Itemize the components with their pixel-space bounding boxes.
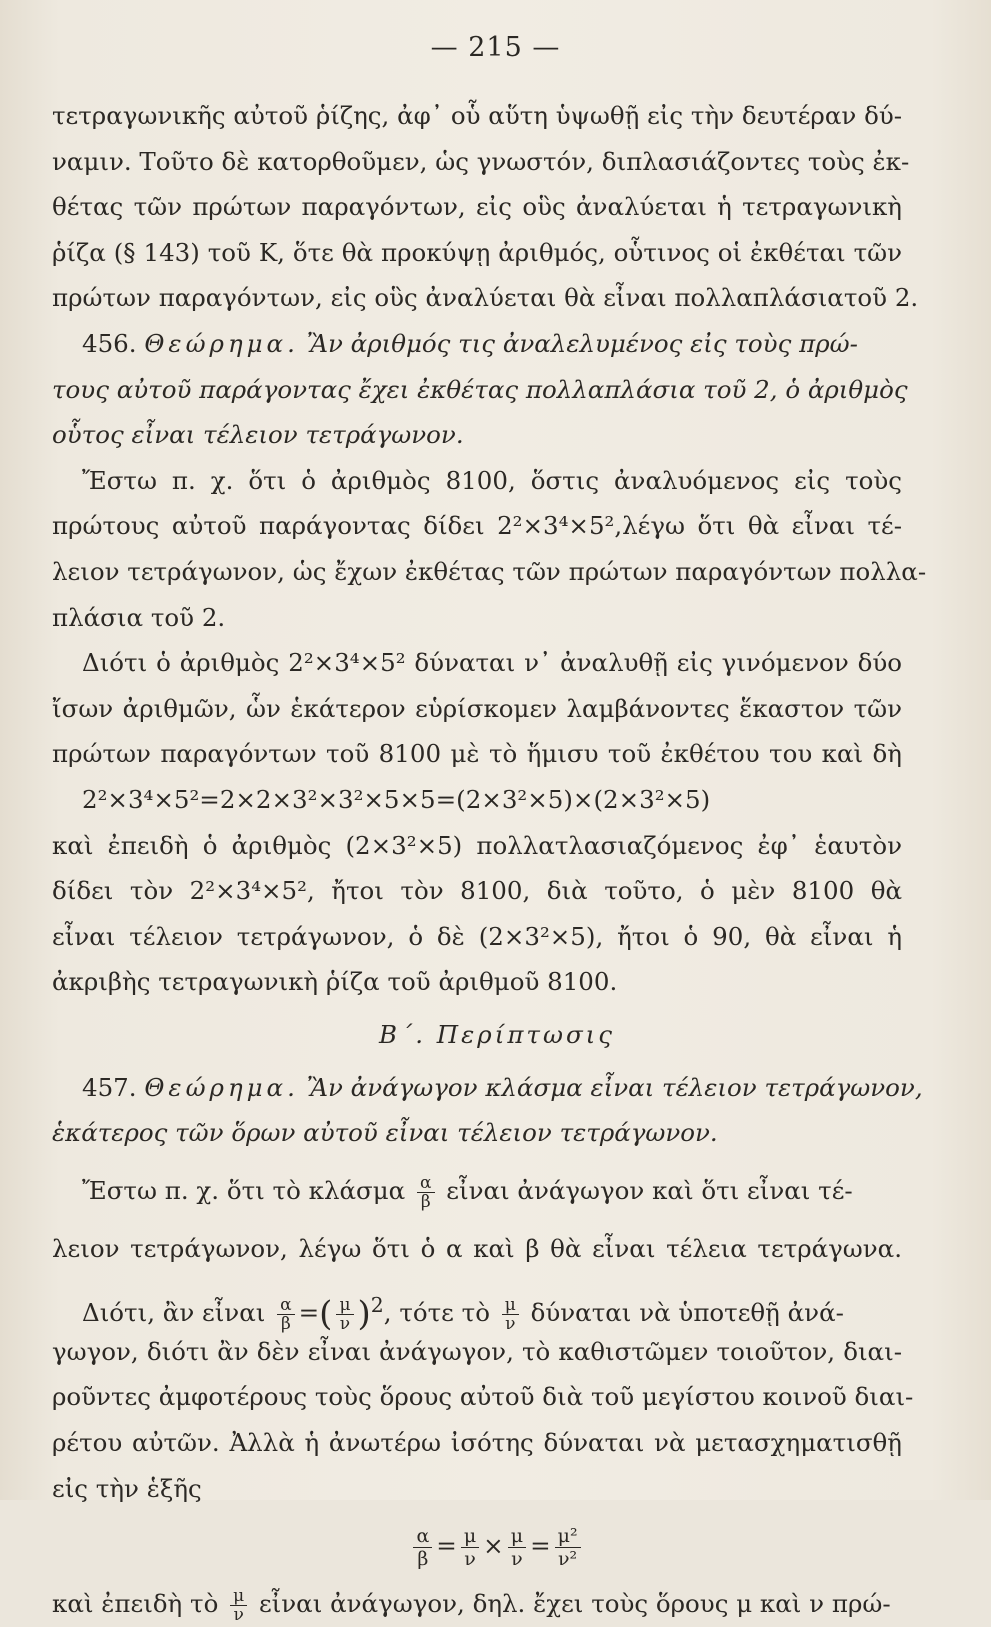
- text-fragment: καὶ ἐπειδὴ τὸ: [52, 1589, 219, 1619]
- denominator: β: [280, 1314, 291, 1335]
- exponent: 2: [370, 1293, 384, 1318]
- text-fragment: , τότε τὸ: [383, 1298, 490, 1328]
- text-line: τετραγωνικῆς αὐτοῦ ῥίζης, ἀφ᾽ οὗ αὕτη ὑψωθῇ εἰς τὴν δευτέραν δύ-: [52, 101, 902, 130]
- theorem-label: Θεώρημα.: [144, 1072, 299, 1102]
- numerator: μ²: [555, 1525, 581, 1548]
- text-line: Ἔστω π. χ. ὅτι ὁ ἀριθμὸς 8100, ὅστις ἀναλυόμενος εἰς τοὺς: [82, 465, 902, 495]
- text-line: πρώτους αὐτοῦ παράγοντας δίδει 2²×3⁴×5²,λέγω ὅτι θὰ εἶναι τέ-: [52, 511, 902, 541]
- page-number: — 215 —: [430, 32, 561, 63]
- text-line-with-formula: [52, 1283, 902, 1335]
- right-paren: ): [357, 1294, 371, 1335]
- theorem-number: 457.: [82, 1072, 145, 1102]
- theorem-text-line: τους αὐτοῦ παράγοντας ἔχει ἐκθέτας πολλαπλάσια τοῦ 2, ὁ ἀριθμὸς: [52, 374, 908, 404]
- theorem-text-line: ἑκάτερος τῶν ὅρων αὐτοῦ εἶναι τέλειον τετράγωνον.: [52, 1118, 718, 1148]
- times-sign: ×: [483, 1531, 504, 1561]
- text-line-with-fraction: [52, 1168, 902, 1214]
- text-line: λειον τετράγωνον, λέγω ὅτι ὁ α καὶ β θὰ εἶναι τέλεια τετράγωνα.: [52, 1233, 902, 1263]
- text-line: εἰς τὴν ἑξῆς: [52, 1473, 202, 1503]
- theorem-text: Ἂν ἀριθμός τις ἀναλελυμένος εἰς τοὺς πρώ-: [298, 328, 858, 358]
- fraction-mu2-nu2: [555, 1525, 581, 1570]
- section-heading: Β΄. Περίπτωσις: [378, 1019, 616, 1049]
- denominator: ν: [511, 1548, 523, 1571]
- denominator: ν: [464, 1548, 476, 1571]
- theorem-text-line: οὗτος εἶναι τέλειον τετράγωνον.: [52, 420, 464, 450]
- equals-sign: =: [530, 1531, 551, 1561]
- numerator: α: [277, 1296, 294, 1315]
- text-line: δίδει τὸν 2²×3⁴×5², ἤτοι τὸν 8100, διὰ τοῦτο, ὁ μὲν 8100 θὰ: [52, 876, 902, 906]
- text-fragment: εἶναι ἀνάγωγον καὶ ὅτι εἶναι τέ-: [446, 1176, 853, 1206]
- numerator: μ: [502, 1296, 519, 1315]
- text-line: ἴσων ἀριθμῶν, ὧν ἑκάτερον εὑρίσκομεν λαμβάνοντες ἕκαστον τῶν: [52, 693, 902, 723]
- text-line: Διότι ὁ ἀριθμὸς 2²×3⁴×5² δύναται ν᾽ ἀναλυθῇ εἰς γινόμενον δύο: [82, 648, 902, 678]
- numerator: μ: [461, 1525, 479, 1548]
- text-line-with-fraction: [52, 1581, 902, 1627]
- text-line: θέτας τῶν πρώτων παραγόντων, εἰς οὓς ἀναλύεται ἡ τετραγωνικὴ: [52, 192, 902, 222]
- text-fragment: Διότι, ἂν εἶναι: [82, 1298, 266, 1328]
- theorem-label: Θεώρημα.: [144, 328, 299, 358]
- numerator: α: [417, 1174, 434, 1193]
- denominator: ν: [233, 1605, 244, 1626]
- text-line: ροῦντες ἀμφοτέρους τοὺς ὅρους αὐτοῦ διὰ τοῦ μεγίστου κοινοῦ διαι-: [52, 1382, 914, 1412]
- fraction-alpha-beta: [277, 1296, 294, 1333]
- left-paren: (: [319, 1294, 333, 1335]
- text-fragment: εἶναι ἀνάγωγον, δηλ. ἔχει τοὺς ὅρους μ καὶ ν πρώ-: [258, 1589, 891, 1619]
- text-line: ρέτου αὐτῶν. Ἀλλὰ ἡ ἀνωτέρω ἰσότης δύναται νὰ μετασχηματισθῇ: [52, 1428, 902, 1458]
- theorem-456: [52, 321, 902, 367]
- equals-sign: =: [436, 1531, 457, 1561]
- equation-line: 2²×3⁴×5²=2×2×3²×3²×5×5=(2×3²×5)×(2×3²×5): [82, 784, 711, 814]
- theorem-number: 456.: [82, 328, 145, 358]
- text-fragment: Ἔστω π. χ. ὅτι τὸ κλάσμα: [82, 1176, 406, 1206]
- numerator: μ: [230, 1587, 247, 1606]
- text-line: ναμιν. Τοῦτο δὲ κατορθοῦμεν, ὡς γνωστόν, διπλασιάζοντες τοὺς ἐκ-: [52, 146, 910, 176]
- numerator: μ: [336, 1296, 353, 1315]
- text-line: καὶ ἐπειδὴ ὁ ἀριθμὸς (2×3²×5) πολλατλασιαζόμενος ἐφ᾽ ἑαυτὸν: [52, 830, 902, 860]
- fraction-mu-nu: [230, 1587, 247, 1624]
- fraction-mu-nu: [508, 1525, 526, 1570]
- text-line: ἀκριβὴς τετραγωνικὴ ῥίζα τοῦ ἀριθμοῦ 8100.: [52, 967, 618, 997]
- denominator: β: [420, 1192, 431, 1213]
- fraction-mu-nu: [336, 1296, 353, 1333]
- text-line: πρώτων παραγόντων τοῦ 8100 μὲ τὸ ἥμισυ τοῦ ἐκθέτου του καὶ δὴ: [52, 739, 902, 769]
- fraction-mu-nu: [502, 1296, 519, 1333]
- theorem-457: [52, 1065, 923, 1111]
- fraction-alpha-beta: [413, 1525, 432, 1570]
- text-line: εἶναι τέλειον τετράγωνον, ὁ δὲ (2×3²×5), ἤτοι ὁ 90, θὰ εἶναι ἡ: [52, 921, 902, 951]
- denominator: ν: [339, 1314, 351, 1335]
- text-line: πλάσια τοῦ 2.: [52, 602, 226, 632]
- page-body: [52, 93, 927, 1627]
- text-line: γωγον, διότι ἂν δὲν εἶναι ἀνάγωγον, τὸ καθιστῶμεν τοιοῦτον, διαι-: [52, 1336, 902, 1366]
- text-fragment: δύναται νὰ ὑποτεθῇ ἀνά-: [530, 1298, 844, 1328]
- numerator: μ: [508, 1525, 526, 1548]
- equals-sign: =: [298, 1298, 320, 1328]
- theorem-text: Ἂν ἀνάγωγον κλάσμα εἶναι τέλειον τετράγωνον,: [298, 1072, 923, 1102]
- text-line: λειον τετράγωνον, ὡς ἔχων ἐκθέτας τῶν πρώτων παραγόντων πολλα-: [52, 556, 927, 586]
- denominator: ν²: [557, 1548, 578, 1571]
- denominator: ν: [505, 1314, 516, 1335]
- fraction-mu-nu: [461, 1525, 479, 1570]
- text-line: ῥίζα (§ 143) τοῦ Κ, ὅτε θὰ προκύψῃ ἀριθμός, οὗτινος οἱ ἐκθέται τῶν: [52, 237, 902, 267]
- numerator: α: [413, 1525, 432, 1548]
- fraction-alpha-beta: [417, 1174, 434, 1211]
- display-equation: [52, 1511, 902, 1581]
- text-line: πρώτων παραγόντων, εἰς οὓς ἀναλύεται θὰ εἶναι πολλαπλάσιατοῦ 2.: [52, 283, 919, 313]
- denominator: β: [417, 1548, 429, 1571]
